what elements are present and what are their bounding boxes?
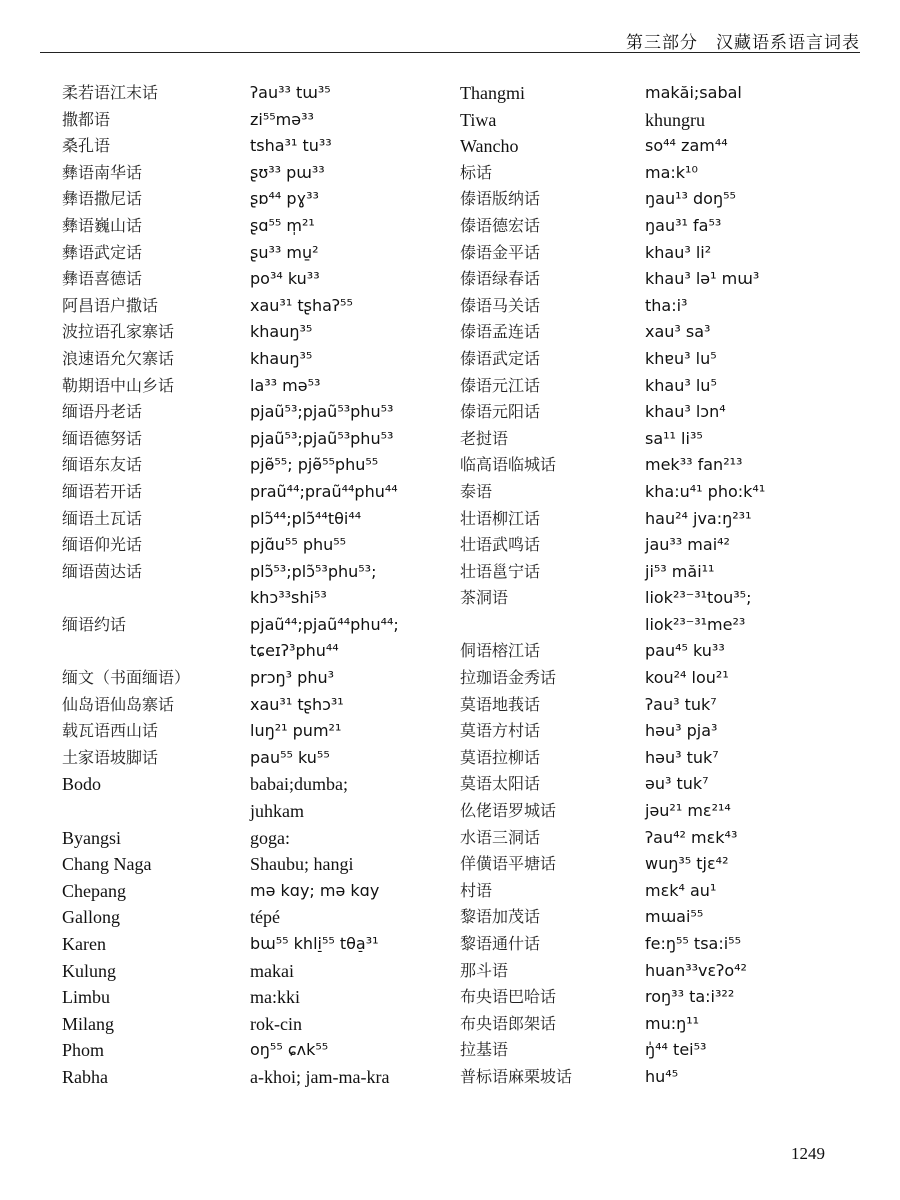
language-name-column-left (62, 80, 247, 1091)
language-name: Kulung (62, 960, 116, 981)
language-name: 村语 (460, 880, 493, 900)
word-form: luŋ²¹ pum²¹ (250, 721, 342, 741)
word-form: mu:ŋ¹¹ (645, 1013, 700, 1033)
word-form: khɔ³³shi⁵³ (250, 588, 327, 608)
language-name: 缅文（书面缅语） (62, 668, 191, 688)
word-form: fe:ŋ⁵⁵ tsa:i⁵⁵ (645, 934, 741, 953)
word-form: khau³ lu⁵ (645, 375, 717, 395)
word-form: ji⁵³ măi¹¹ (645, 561, 715, 581)
word-form: kou²⁴ lou²¹ (645, 668, 729, 688)
word-form: prɔŋ³ phu³ (250, 668, 335, 688)
word-form: khau³ lɔn⁴ (645, 402, 726, 422)
word-form: xau³¹ tʂhɔ³¹ (250, 694, 344, 714)
language-name: 载瓦语西山话 (62, 721, 159, 741)
language-name: Gallong (62, 907, 120, 928)
word-form: xau³¹ tʂhaʔ⁵⁵ (250, 295, 353, 315)
word-form: ʂɒ⁴⁴ pɣ³³ (250, 189, 319, 209)
word-form: praũ⁴⁴;praũ⁴⁴phu⁴⁴ (250, 481, 398, 501)
word-form: xau³ sa³ (645, 322, 711, 342)
language-name: 傣语德宏话 (460, 215, 541, 235)
word-form: mə kɑy; mə kɑy (250, 880, 380, 900)
word-form: ʔau³³ tɯ³⁵ (250, 83, 331, 102)
language-name: 缅语丹老话 (62, 402, 143, 422)
word-form: hau²⁴ jva:ŋ²³¹ (645, 508, 752, 528)
language-name: 壮语柳江话 (460, 508, 541, 528)
word-form: khɐu³ lu⁵ (645, 348, 717, 368)
word-form: ʔau³ tuk⁷ (645, 694, 717, 714)
language-name: 壮语邕宁话 (460, 561, 541, 581)
language-name: 黎语加茂话 (460, 907, 541, 927)
word-form-column-right (645, 80, 860, 1091)
word-form: rok-cin (250, 1013, 302, 1034)
word-form: ŋau³¹ fa⁵³ (645, 215, 722, 235)
language-name: 柔若语江末话 (62, 83, 159, 102)
word-form: khau³ li² (645, 242, 712, 262)
language-name: 普标语麻栗坡话 (460, 1066, 573, 1086)
word-form: liok²³⁻³¹tou³⁵; (645, 588, 752, 608)
language-name (62, 798, 247, 825)
word-form: ŋ̍⁴⁴ tei⁵³ (645, 1040, 707, 1060)
language-name: 傣语元阳话 (460, 402, 541, 422)
language-name: 缅语约话 (62, 614, 127, 634)
language-name: 彝语武定话 (62, 242, 143, 262)
language-name: 拉珈语金秀话 (460, 668, 557, 688)
language-name: 壮语武鸣话 (460, 535, 541, 555)
language-name: 波拉语孔家寨话 (62, 322, 175, 342)
language-name: Chepang (62, 880, 126, 901)
word-form: zi⁵⁵mə³³ (250, 109, 314, 129)
word-form: liok²³⁻³¹me²³ (645, 614, 746, 634)
word-form: pjɵ̃⁵⁵; pjɵ̃⁵⁵phu⁵⁵ (250, 455, 379, 475)
language-name: 莫语太阳话 (460, 774, 541, 794)
word-form: kha:u⁴¹ pho:k⁴¹ (645, 481, 766, 501)
header-rule (40, 52, 860, 53)
word-form: ʔau⁴² mɛk⁴³ (645, 827, 738, 847)
language-name: 缅语茵达话 (62, 561, 143, 581)
language-name: 撒都语 (62, 109, 111, 129)
word-form: ʂɑ⁵⁵ m̩²¹ (250, 215, 315, 235)
word-form: mɯai⁵⁵ (645, 907, 704, 927)
word-form: pau⁴⁵ ku³³ (645, 641, 725, 661)
language-name: 仙岛语仙岛寨话 (62, 694, 175, 714)
language-name: 莫语方村话 (460, 721, 541, 741)
language-name: 傣语元江话 (460, 375, 541, 395)
language-name: Chang Naga (62, 854, 152, 875)
word-form: ma:kki (250, 987, 300, 1008)
language-name: 桑孔语 (62, 136, 111, 156)
language-name: 布央语巴哈话 (460, 987, 557, 1007)
language-name: 茶洞语 (460, 588, 509, 608)
language-name: 莫语地莪话 (460, 694, 541, 714)
language-name (62, 638, 247, 665)
word-form: ma:k¹⁰ (645, 162, 698, 182)
word-form-column-left (250, 80, 455, 1091)
language-name: 傣语武定话 (460, 348, 541, 368)
language-name: 缅语东友话 (62, 455, 143, 475)
word-form: hu⁴⁵ (645, 1066, 679, 1086)
word-form: babai;dumba; (250, 774, 348, 795)
language-name: 傣语绿春话 (460, 269, 541, 289)
language-name: 临高语临城话 (460, 455, 557, 475)
language-name: 勒期语中山乡话 (62, 375, 175, 395)
language-name: 水语三洞话 (460, 827, 541, 847)
word-form: plɔ̃⁵³;plɔ̃⁵³phu⁵³; (250, 561, 377, 581)
word-form: Shaubu; hangi (250, 854, 354, 875)
language-name: Thangmi (460, 83, 525, 103)
word-form: goga: (250, 827, 290, 848)
word-form: makai (250, 960, 294, 981)
word-form: khau³ lə¹ mɯ³ (645, 269, 760, 289)
word-form: tɕeɪʔ³phu⁴⁴ (250, 641, 339, 661)
language-name: 泰语 (460, 481, 493, 501)
word-form: makăi;sabal (645, 83, 742, 102)
word-form: huan³³vɛʔo⁴² (645, 960, 747, 980)
language-name: 那斗语 (460, 960, 509, 980)
word-form: pjaũ⁵³;pjaũ⁵³phu⁵³ (250, 428, 394, 448)
word-form: wuŋ³⁵ tjɛ⁴² (645, 854, 729, 874)
language-name: Karen (62, 934, 106, 954)
page-header (40, 0, 860, 52)
word-form: khauŋ³⁵ (250, 322, 313, 342)
word-form: pjaũ⁴⁴;pjaũ⁴⁴phu⁴⁴; (250, 614, 399, 634)
language-name: 莫语拉柳话 (460, 747, 541, 767)
word-form: tépé (250, 907, 280, 928)
language-name: Milang (62, 1013, 114, 1034)
language-name: 缅语仰光话 (62, 535, 143, 555)
word-form: so⁴⁴ zam⁴⁴ (645, 136, 728, 156)
language-name (460, 612, 640, 639)
word-form: tha:i³ (645, 295, 688, 315)
word-form: ŋau¹³ doŋ⁵⁵ (645, 189, 736, 209)
language-name: 彝语撒尼话 (62, 189, 143, 209)
language-name: 浪速语允欠寨话 (62, 348, 175, 368)
language-name: Bodo (62, 774, 102, 795)
word-form: plɔ̃⁴⁴;plɔ̃⁴⁴tθi⁴⁴ (250, 508, 362, 528)
word-form: bɯ⁵⁵ khli̠⁵⁵ tθa̠³¹ (250, 934, 379, 953)
word-form: oŋ⁵⁵ ɕʌk⁵⁵ (250, 1040, 329, 1060)
language-name-column-right (460, 80, 640, 1091)
language-name: 缅语土瓦话 (62, 508, 143, 528)
language-name: 标话 (460, 162, 493, 182)
language-name: 彝语巍山话 (62, 215, 143, 235)
word-form: əu³ tuk⁷ (645, 774, 709, 794)
header-title: 第三部分 汉藏语系语言词表 (626, 33, 860, 53)
language-name: 彝语南华话 (62, 162, 143, 182)
language-name: Rabha (62, 1066, 108, 1087)
word-form: tsha³¹ tu³³ (250, 136, 332, 156)
page-number: 1249 (791, 1144, 825, 1163)
word-form: roŋ³³ ta:i³²² (645, 987, 735, 1007)
word-form: sa¹¹ li³⁵ (645, 428, 703, 448)
word-form: ʂʊ³³ pɯ³³ (250, 162, 325, 182)
language-name: Tiwa (460, 109, 497, 130)
word-form: jəu²¹ mɛ²¹⁴ (645, 801, 731, 821)
language-name: 布央语郎架话 (460, 1013, 557, 1033)
language-name: 阿昌语户撒话 (62, 295, 159, 315)
word-form: həu³ pja³ (645, 721, 718, 741)
language-name: 拉基语 (460, 1040, 509, 1060)
word-form: pjaũ⁵³;pjaũ⁵³phu⁵³ (250, 402, 394, 422)
word-form: mɛk⁴ au¹ (645, 880, 717, 900)
language-name: Byangsi (62, 827, 122, 848)
language-name: 侗语榕江话 (460, 641, 541, 661)
word-form: pjɑ̃u⁵⁵ phu⁵⁵ (250, 535, 347, 555)
word-form: jau³³ mai⁴² (645, 535, 730, 555)
word-form: juhkam (250, 801, 304, 822)
language-name: 缅语德努话 (62, 428, 143, 448)
language-name: 缅语若开话 (62, 481, 143, 501)
word-form: khungru (645, 109, 705, 130)
word-form: həu³ tuk⁷ (645, 747, 719, 767)
language-name: 傣语版纳话 (460, 189, 541, 209)
language-name: Limbu (62, 987, 110, 1008)
word-form: khauŋ³⁵ (250, 348, 313, 368)
language-name: 老挝语 (460, 428, 509, 448)
word-form: ʂu³³ mu̱² (250, 242, 319, 262)
word-form: a-khoi; jam-ma-kra (250, 1066, 390, 1087)
language-name: 傣语金平话 (460, 242, 541, 262)
word-form: po³⁴ ku³³ (250, 269, 320, 289)
language-name: Phom (62, 1040, 105, 1061)
language-name: 佯僙语平塘话 (460, 854, 557, 874)
word-form: mek³³ fan²¹³ (645, 455, 743, 475)
word-form: la³³ mə⁵³ (250, 375, 321, 395)
language-name: 土家语坡脚话 (62, 747, 159, 767)
language-name: 仫佬语罗城话 (460, 801, 557, 821)
language-name: 傣语马关话 (460, 295, 541, 315)
language-name (62, 585, 247, 612)
language-name: Wancho (460, 136, 519, 157)
language-name: 彝语喜德话 (62, 269, 143, 289)
language-name: 黎语通什话 (460, 934, 541, 953)
language-name: 傣语孟连话 (460, 322, 541, 342)
word-form: pau⁵⁵ ku⁵⁵ (250, 747, 330, 767)
